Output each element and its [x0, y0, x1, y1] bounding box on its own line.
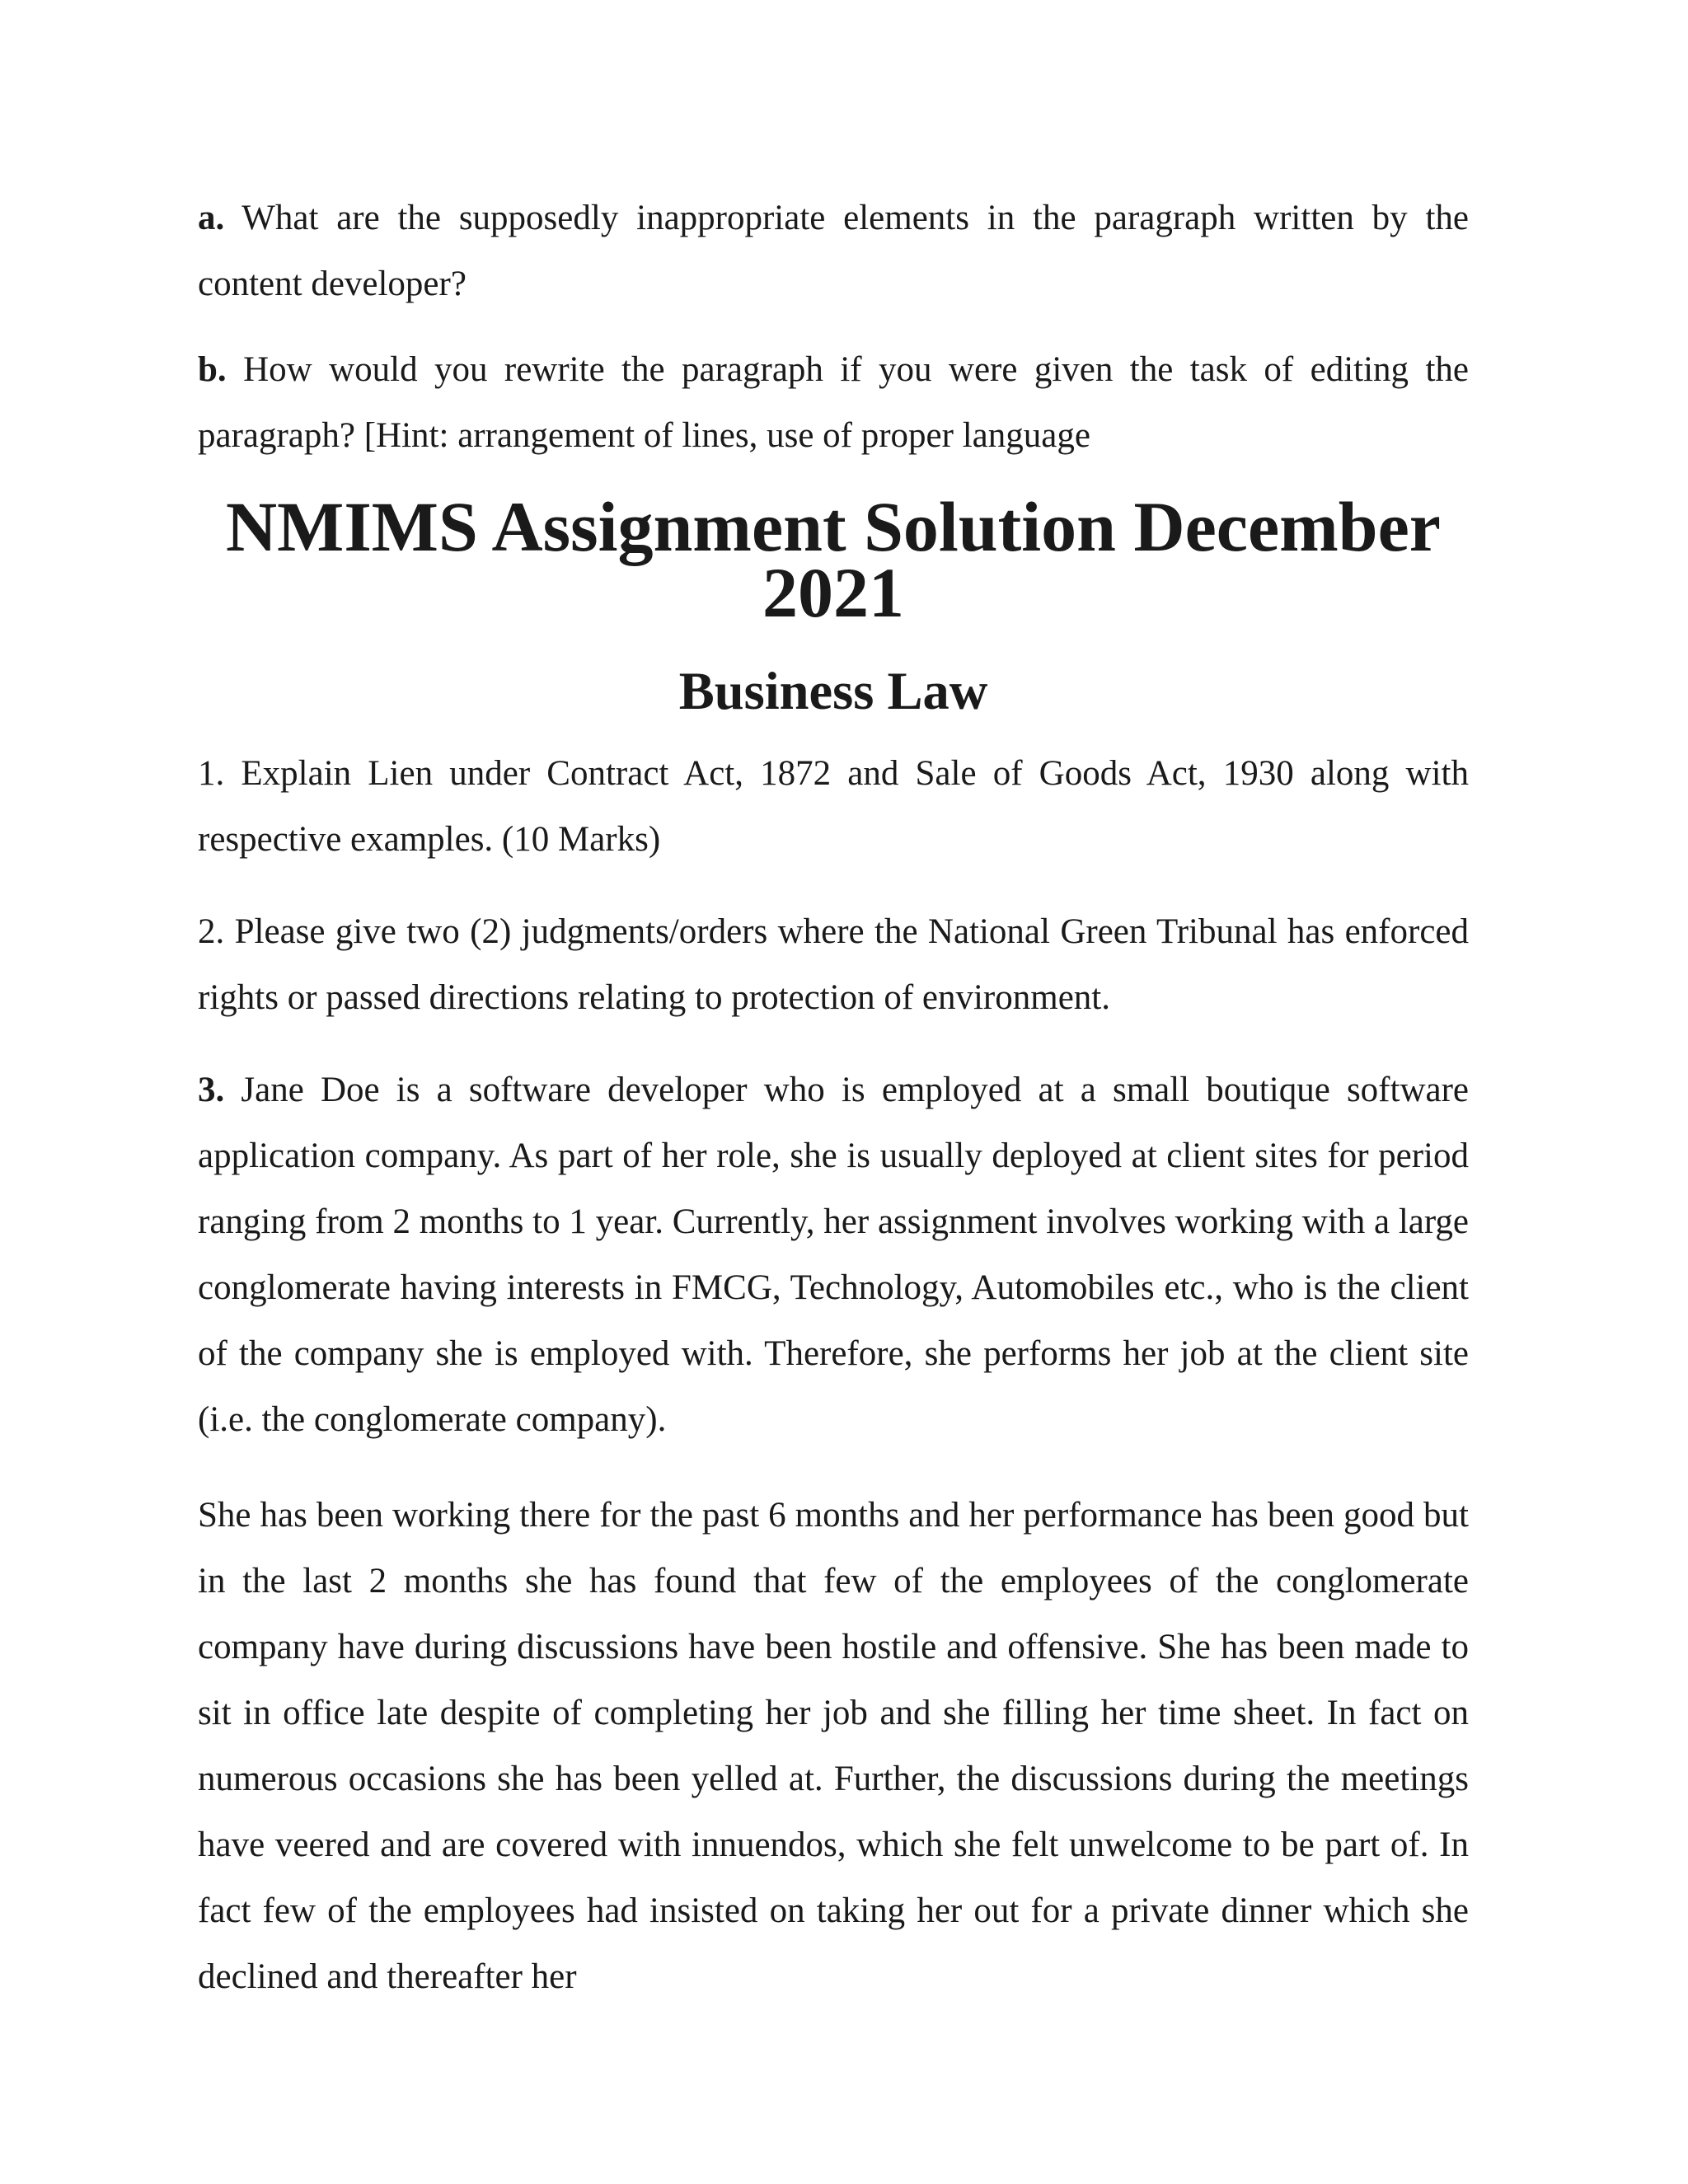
subject-heading: Business Law [678, 662, 988, 720]
question-b-text: How would you rewrite the paragraph if you were given the task of editing the paragraph? [Hint: arrangement of lines, use of proper language [198, 350, 1469, 455]
question-2: 2. Please give two (2) judgments/orders where the National Green Tribunal has enforced rights or passed directions relating to protection of environment. [198, 912, 1469, 1017]
question-1: 1. Explain Lien under Contract Act, 1872 and Sale of Goods Act, 1930 along with respective examples. (10 Marks) [198, 754, 1469, 859]
question-a [198, 185, 1469, 317]
question-3-text: Jane Doe is a software developer who is employed at a small boutique software application company. As part of her role, she is usually deployed at client sites for period ranging from 2 months to 1 year. Currently, her assignment involves working with a large conglomerate having interests in FMCG, Technology, Automobiles etc., who is the client of the company she is employed with. Therefore, she performs her job at the client site (i.e. the conglomerate company). [198, 1071, 1469, 1439]
question-b [198, 337, 1469, 469]
question-b-label: b. [198, 350, 227, 389]
assignment-title: NMIMS Assignment Solution December 2021 [226, 487, 1441, 632]
question-3-continued: She has been working there for the past 6 months and her performance has been good but in the last 2 months she has found that few of the employees of the conglomerate company have during discussions have been hostile and offensive. She has been made to sit in office late despite of completing her job and she filling her time sheet. In fact on numerous occasions she has been yelled at. Further, the discussions during the meetings have veered and are covered with innuendos, which she felt unwelcome to be part of. In fact few of the employees had insisted on taking her out for a private dinner which she declined and thereafter her [198, 1496, 1469, 1996]
question-3-label: 3. [198, 1071, 225, 1109]
question-a-label: a. [198, 199, 225, 237]
question-a-text: What are the supposedly inappropriate elements in the paragraph written by the content developer? [198, 199, 1469, 303]
question-3 [198, 1057, 1469, 1453]
document-page [198, 185, 1469, 2010]
